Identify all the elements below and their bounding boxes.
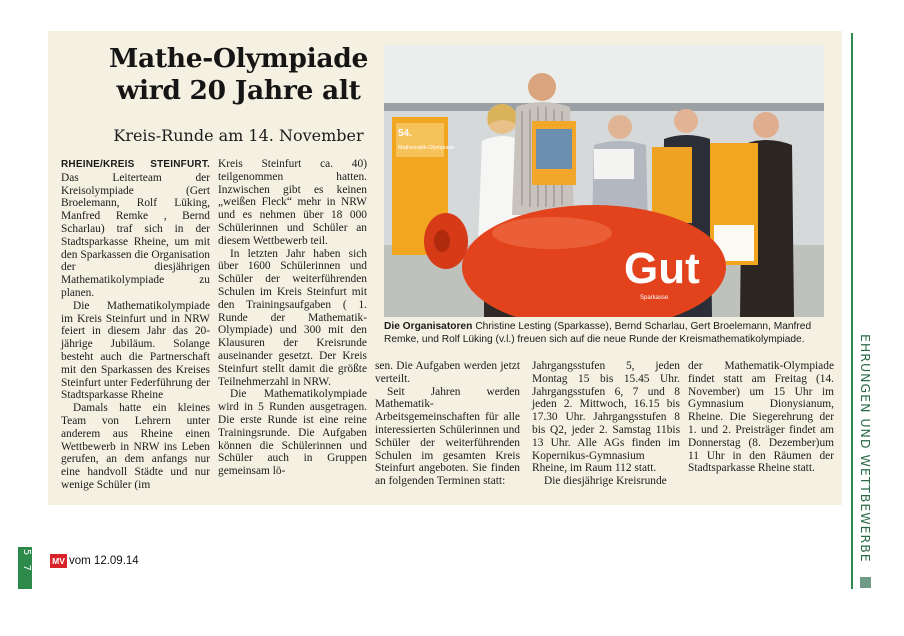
article-paragraph: Jahrgangsstufen 5, jeden Montag 15 bis 15.45 Uhr. Jahrgangsstufen 6, 7 und 8 jeden 2. Mittwoch, 16.15 bis 17.30 Uhr. Jahrgangsstufen 8 bis Q2, jeder 2. Samstag 11bis 13 Uhr. Alle AGs finden im Kopernikus-Gymnasium Rheine, im Raum 112 statt. (532, 360, 680, 475)
article-paragraph: der Mathematik-Olympiade findet statt am Freitag (14. November) um 15 Uhr im Gymnasium Dionysianum, Rheine. Die Siegerehrung der 1. und 2. Preisträger findet am Donnerstag (8. Dezember)um 11 Uhr in den Räumen der Stadtsparkasse Rheine statt. (688, 360, 834, 475)
section-marker (860, 577, 871, 588)
caption-label: Die Organisatoren (384, 321, 473, 332)
article-column-3 (375, 360, 520, 488)
page-number: 5 7 (21, 549, 32, 574)
article-column-2 (218, 158, 367, 478)
article-subheadline: Kreis-Runde am 14. November (113, 126, 364, 145)
article-photo (384, 45, 824, 317)
newspaper-clipping (48, 31, 842, 505)
piggy-text: Gut (624, 244, 700, 293)
poster-number: 54. (398, 128, 412, 139)
article-paragraph: Damals hatte ein kleines Team von Lehrern unter anderem aus Rheine einen Wettbewerb in NRW ins Leben gerufen, an dem anfangs nur eine handvoll Städte und nur wenige Schüler (im (61, 402, 210, 491)
article-paragraph: sen. Die Aufgaben werden jetzt verteilt. (375, 360, 520, 385)
article-paragraph: Kreis Steinfurt ca. 40) teilgenommen hatten. Inzwischen gibt es keinen „weißen Fleck“ mehr in NRW und es nehmen über 18 000 Schülerinnen und Schüler an diesem Wettbewerb teil. (218, 158, 367, 247)
article-paragraph: In letzten Jahr haben sich über 1600 Schülerinnen und Schüler der weiterführenden Schulen im Kreis Steinfurt mit den Trainingsaufgaben ( 1. Runde der Mathematik-Olympiade) und 300 mit den Klausuren der Kreisrunde auseinander gesetzt. Der Kreis Steinfurt stellt damit die größte Teilnehmerzahl in NRW. (218, 247, 367, 388)
publication-logo: MV (50, 554, 67, 568)
piggy-small-text: Sparkasse (640, 295, 669, 301)
article-paragraph: Die Mathematikolympiade im Kreis Steinfurt und in NRW feiert in diesem Jahr das 20-jährige Jubiläum. Solange besteht auch die Partnerschaft mit den Sparkassen des Kreises Steinfurt unter Federführung der Stadtsparkasse Rheine (61, 299, 210, 402)
headline-line-1: Mathe-Olympiade (108, 43, 369, 74)
section-label (858, 334, 878, 574)
article-column-4 (532, 360, 680, 488)
paragraph-text: Das Leiterteam der Kreisolympiade (Gert Broelemann, Rolf Lüking, Manfred Remke , Bernd Scharlau) traf sich in der Stadtsparkasse Rheine, um mit den Sparkassen die Organisation der diesjährigen Mathematikolympiade zu planen. (61, 171, 210, 299)
page-number-badge (18, 547, 32, 589)
poster-title: Mathematik-Olympiade (398, 145, 455, 151)
article-column-1 (61, 158, 210, 492)
photo-illustration (384, 45, 824, 317)
section-label-text: EHRUNGEN UND WETTBEWERBE (858, 334, 873, 563)
headline-line-2: wird 20 Jahre alt (116, 75, 361, 106)
article-headline (96, 43, 381, 107)
article-paragraph: Die Mathematikolympiade wird in 5 Runden ausgetragen. Die erste Runde ist eine reine Trainingsrunde. Die Aufgaben können die Schülerinnen und Schüler auch in Gruppen gemeinsam lö- (218, 388, 367, 478)
article-paragraph: Seit Jahren werden Mathematik-Arbeitsgemeinschaften für alle interessierten Schülerinnen und Schüler der weiterführenden Schulen im gesamten Kreis Steinfurt angeboten. Sie finden an folgenden Terminen statt: (375, 385, 520, 488)
article-column-5 (688, 360, 834, 475)
section-divider (851, 33, 853, 589)
article-paragraph (61, 158, 210, 300)
publication-date: vom 12.09.14 (69, 555, 139, 567)
photo-caption (384, 321, 830, 346)
article-paragraph: Die diesjährige Kreisrunde (544, 475, 667, 488)
article-dateline: RHEINE/KREIS STEINFURT. (61, 159, 210, 170)
caption-text: Christine Lesting (Sparkasse), Bernd Scharlau, Gert Broelemann, Manfred Remke, und Rolf Lüking (v.l.) freuen sich auf die neue Runde der Kreismathematikolympiade. (384, 321, 812, 345)
